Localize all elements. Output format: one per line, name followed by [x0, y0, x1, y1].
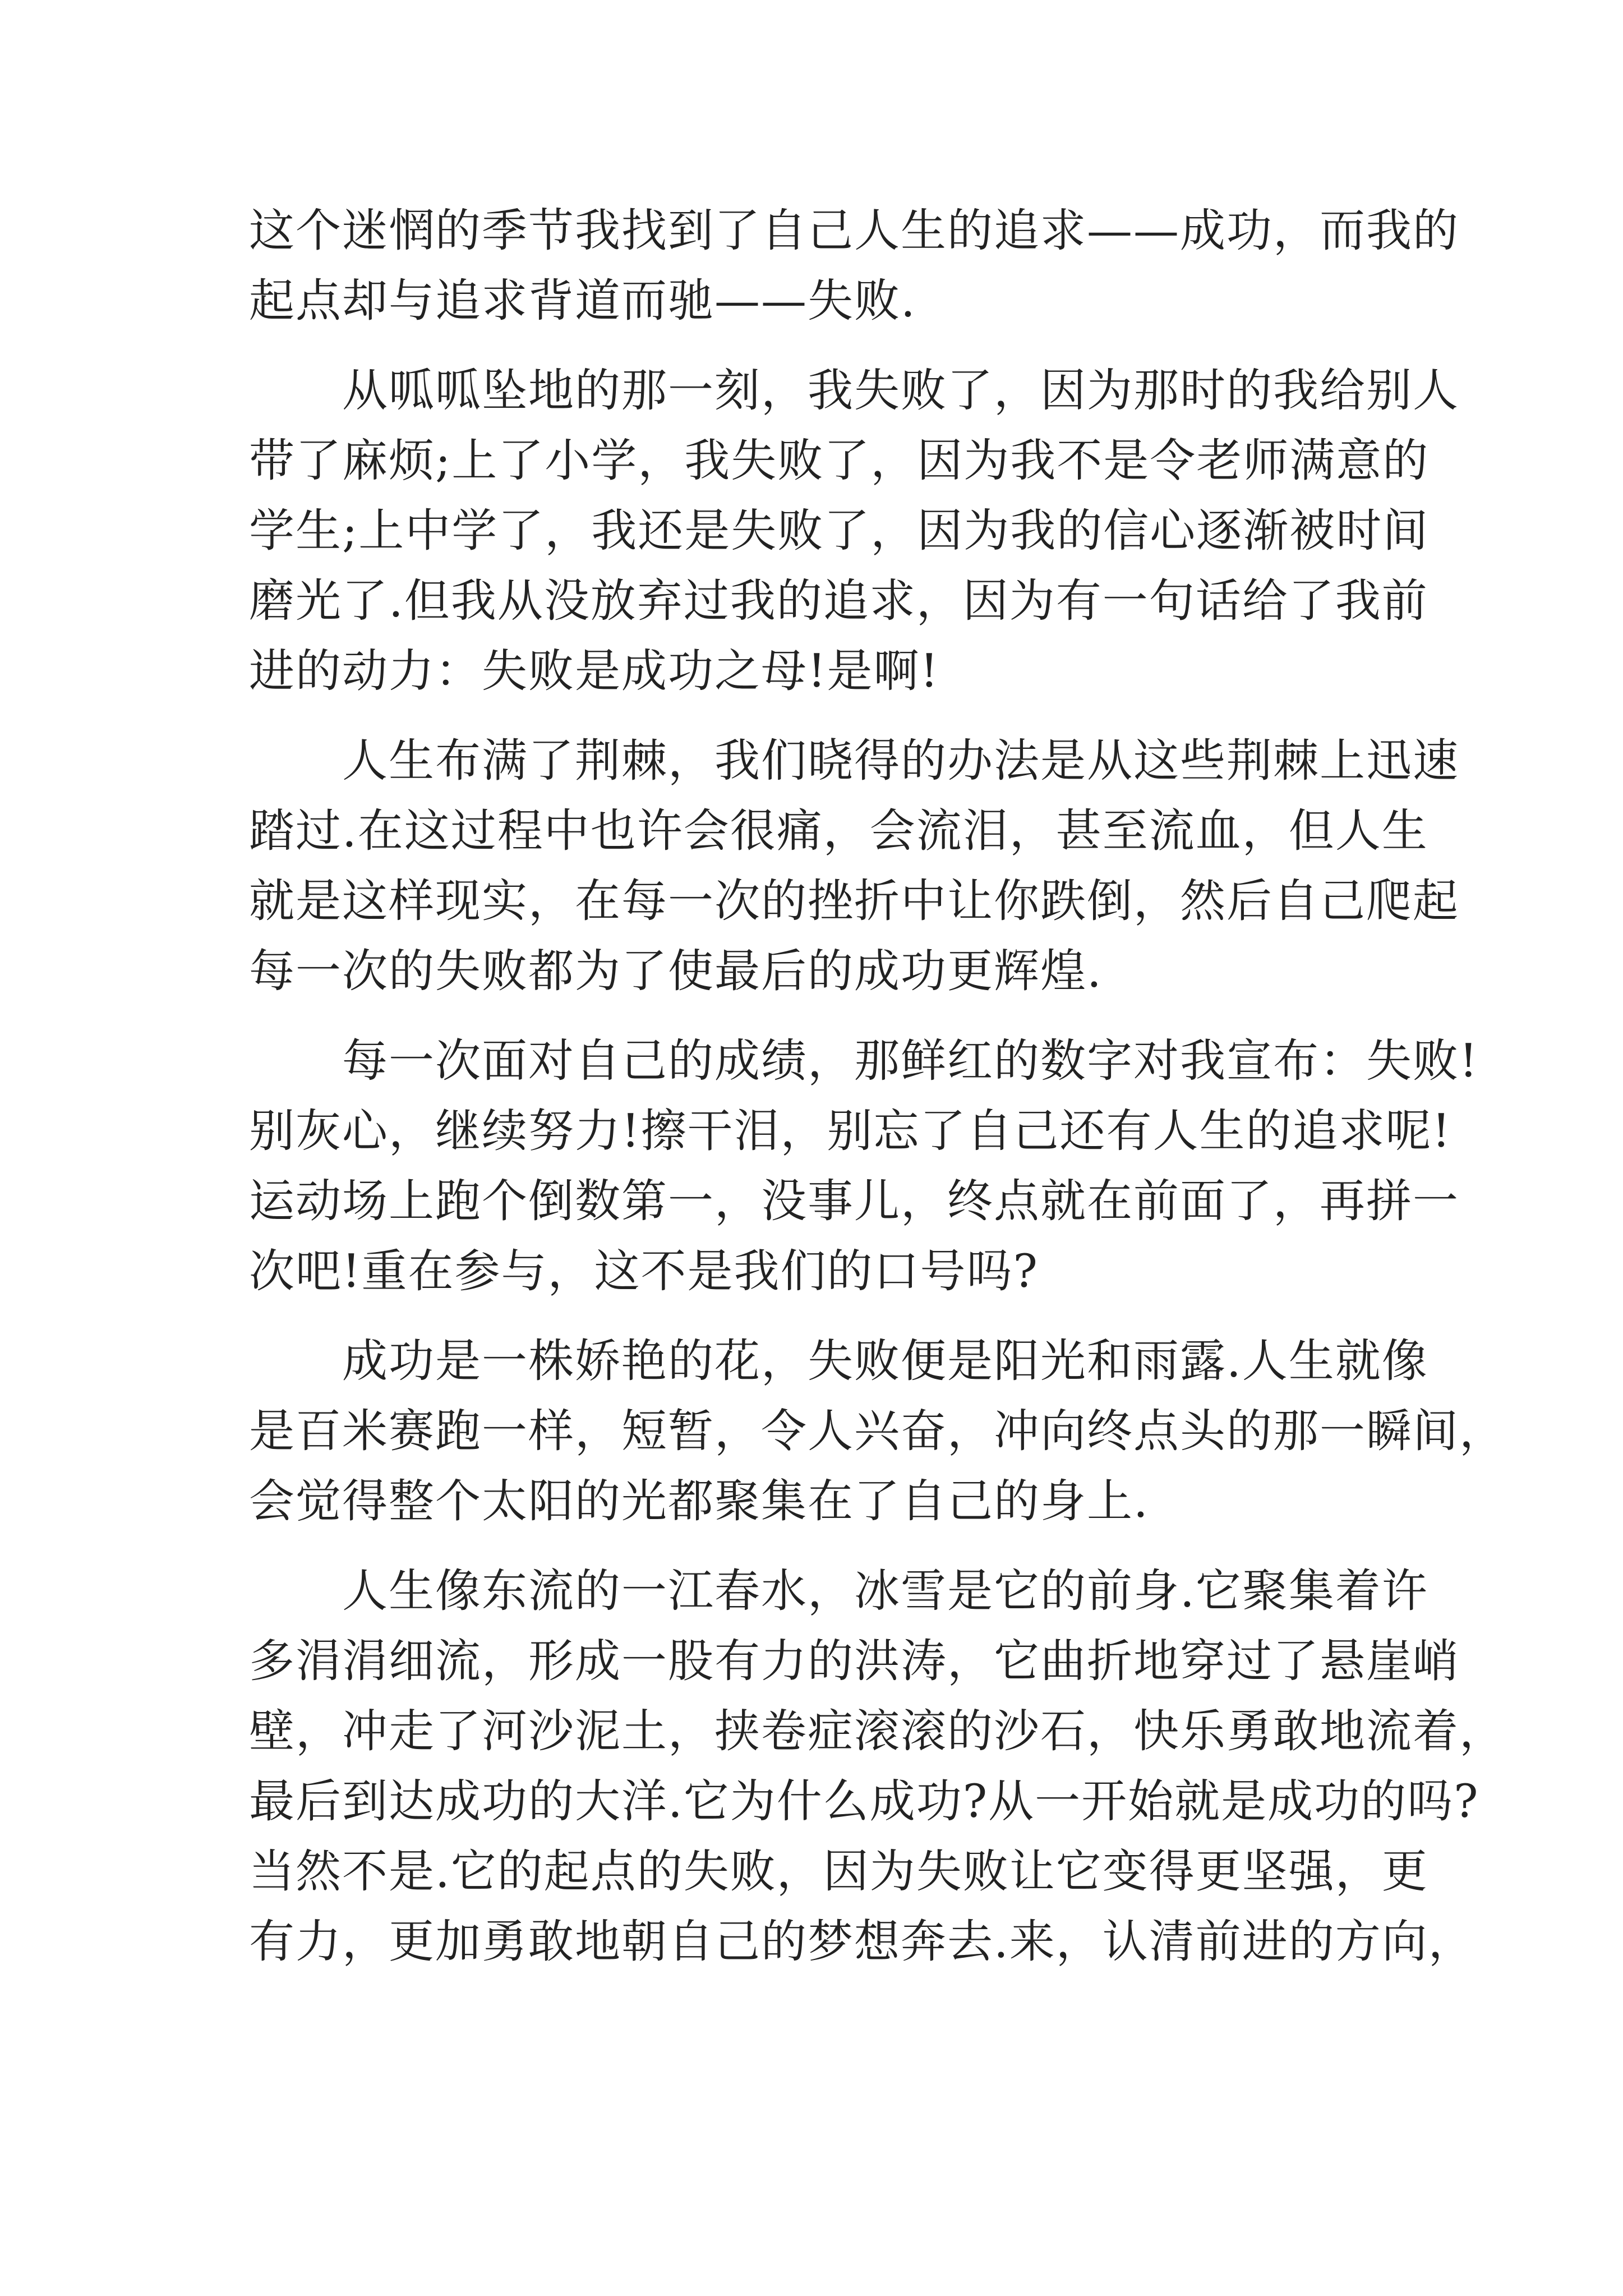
text-line: 会觉得整个太阳的光都聚集在了自己的身上. — [249, 1475, 1149, 1528]
text-line: 带了麻烦;上了小学，我失败了，因为我不是令老师满意的 — [249, 435, 1430, 487]
body-text — [249, 196, 1506, 1977]
paragraph-gap — [249, 1537, 1393, 1557]
text-line: 人生像东流的一江春水，冰雪是它的前身.它聚集着许 — [249, 1565, 1428, 1618]
text-line: 从呱呱坠地的那一刻，我失败了，因为那时的我给别人 — [249, 365, 1460, 417]
text-line: 人生布满了荆棘，我们晓得的办法是从这些荆棘上迅速 — [249, 735, 1460, 788]
text-line: 磨光了.但我从没放弃过我的追求，因为有一句话给了我前 — [249, 575, 1428, 628]
text-line: 每一次的失败都为了使最后的成功更辉煌. — [249, 945, 1103, 998]
text-line: 最后到达成功的大洋.它为什么成功?从一开始就是成功的吗? — [249, 1775, 1479, 1828]
text-line: 学生;上中学了，我还是失败了，因为我的信心逐渐被时间 — [249, 505, 1430, 558]
text-line: 成功是一株娇艳的花，失败便是阳光和雨露.人生就像 — [249, 1335, 1428, 1388]
paragraph-gap — [249, 1307, 1393, 1327]
text-line: 这个迷惘的季节我找到了自己人生的追求——成功，而我的 — [249, 205, 1460, 257]
text-line: 每一次面对自己的成绩，那鲜红的数字对我宣布：失败! — [249, 1035, 1479, 1088]
paragraph-gap — [249, 337, 1393, 356]
paragraph-gap — [249, 1007, 1393, 1027]
text-line: 起点却与追求背道而驰——失败. — [249, 275, 916, 328]
text-line: 进的动力：失败是成功之母!是啊! — [249, 645, 940, 698]
text-line: 别灰心，继续努力!擦干泪，别忘了自己还有人生的追求呢! — [249, 1105, 1452, 1158]
text-line: 壁，冲走了河沙泥土，挟卷症滚滚的沙石，快乐勇敢地流着， — [249, 1705, 1506, 1758]
text-line: 运动场上跑个倒数第一，没事儿，终点就在前面了，再拼一 — [249, 1175, 1460, 1228]
text-line: 有力，更加勇敢地朝自己的梦想奔去.来，认清前进的方向， — [249, 1916, 1475, 1968]
text-line: 是百米赛跑一样，短暂，令人兴奋，冲向终点头的那一瞬间， — [249, 1405, 1506, 1458]
text-line: 次吧!重在参与，这不是我们的口号吗? — [249, 1245, 1039, 1298]
paragraph-gap — [249, 707, 1393, 726]
text-line: 就是这样现实，在每一次的挫折中让你跌倒，然后自己爬起 — [249, 875, 1460, 928]
text-line: 踏过.在这过程中也许会很痛，会流泪，甚至流血，但人生 — [249, 805, 1428, 858]
text-line: 当然不是.它的起点的失败，因为失败让它变得更坚强，更 — [249, 1846, 1428, 1898]
text-line: 多涓涓细流，形成一股有力的洪涛，它曲折地穿过了悬崖峭 — [249, 1635, 1460, 1688]
